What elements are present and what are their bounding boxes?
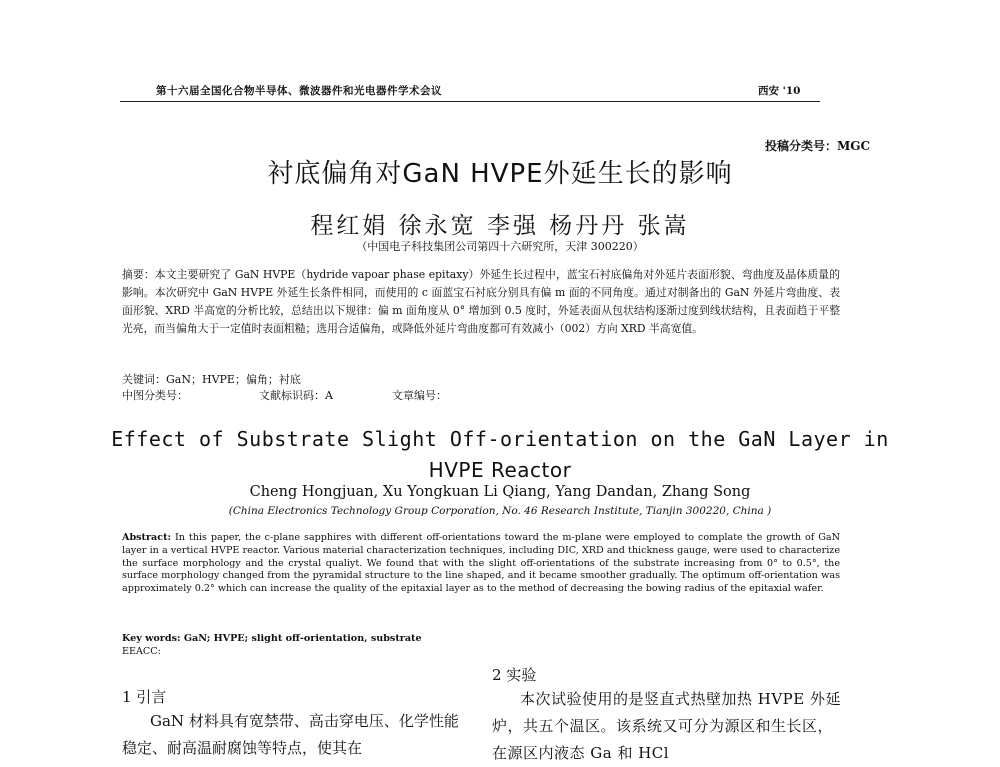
conference-header: 第十六届全国化合物半导体、微波器件和光电器件学术会议 <box>156 85 442 97</box>
authors-chinese: 程红娟 徐永宽 李强 杨丹丹 张嵩 <box>310 213 690 239</box>
section-2-body <box>492 686 842 767</box>
authors-english: Cheng Hongjuan, Xu Yongkuan Li Qiang, Yang Dandan, Zhang Song <box>249 484 751 500</box>
title-english-line1: Effect of Substrate Slight Off-orientation on the GaN Layer in <box>111 427 889 451</box>
section-1-text: GaN 材料具有宽禁带、高击穿电压、化学性能稳定、耐高温耐腐蚀等特点，使其在 <box>122 712 459 757</box>
section-1-body <box>122 708 472 762</box>
eeacc-label: EEACC: <box>122 646 161 657</box>
abstract-chinese: 摘要：本文主要研究了 GaN HVPE（hydride vapoar phase epitaxy）外延生长过程中，蓝宝石衬底偏角对外延片表面形貌、弯曲度及晶体质量的影响。本次研究中 GaN HVPE 外延生长条件相同，而使用的 c 面蓝宝石衬底分别具有偏 m 面的不同角度。通过对制备出的 GaN 外延片弯曲度、表面形貌、XRD 半高宽的分析比较，总结出以下规律：偏 m 面角度从 0° 增加到 0.5 度时，外延表面从包状结构逐渐过度到线状结构，且表面趋于平整光亮，而当偏角大于一定值时表面粗糙；选用合适偏角，或降低外延片弯曲度都可有效减小（002）方向 XRD 半高宽值。 <box>122 268 840 335</box>
conference-location: 西安 '10 <box>758 85 801 97</box>
header-rule <box>120 101 820 102</box>
abstract-english-text: In this paper, the c-plane sapphires with different off-orientations toward the m-plane were employed to complate the growth of GaN layer in a vertical HVPE reactor. Various material characterization techniques, including DIC, XRD and thickness gauge, were used to characterize the surface morphology and the crystal qualiyt. We found that with the slight off-orientations of the substrate increasing from 0° to 0.5°, the surface morphology changed from the pyramidal structure to the line shaped, and it became smoother gradually. The optimum off-orientation was approximately 0.2° which can increase the quality of the epitaxial layer as to the method of decreasing the bowing radius of the epitaxial wafer. <box>122 532 840 595</box>
title-english <box>110 424 890 486</box>
abstract-english <box>122 532 840 596</box>
section-2-text: 本次试验使用的是竖直式热壁加热 HVPE 外延炉，共五个温区。该系统又可分为源区和生长区，在源区内液态 Ga 和 HCl <box>492 690 841 762</box>
clc-label: 中图分类号： <box>122 389 188 402</box>
doc-code-label: 文献标识码：A <box>259 389 333 402</box>
keywords-english <box>122 633 422 644</box>
section-1-heading: 1 引言 <box>122 688 167 706</box>
abstract-english-label: Abstract: <box>122 532 172 543</box>
submission-classification: 投稿分类号：MGC <box>765 139 871 153</box>
keywords-english-text: GaN; HVPE; slight off-orientation, substrate <box>180 633 422 644</box>
affiliation-chinese: （中国电子科技集团公司第四十六研究所，天津 300220） <box>356 240 644 253</box>
section-2-heading: 2 实验 <box>492 666 537 684</box>
keywords-chinese: 关键词：GaN；HVPE；偏角；衬底 <box>122 373 301 386</box>
article-number-label: 文章编号： <box>392 389 447 402</box>
title-english-line2: HVPE Reactor <box>428 458 572 482</box>
affiliation-english: (China Electronics Technology Group Corporation, No. 46 Research Institute, Tianjin 300220, China ) <box>228 505 772 517</box>
title-chinese: 衬底偏角对GaN HVPE外延生长的影响 <box>267 159 733 189</box>
keywords-english-label: Key words: <box>122 633 181 644</box>
